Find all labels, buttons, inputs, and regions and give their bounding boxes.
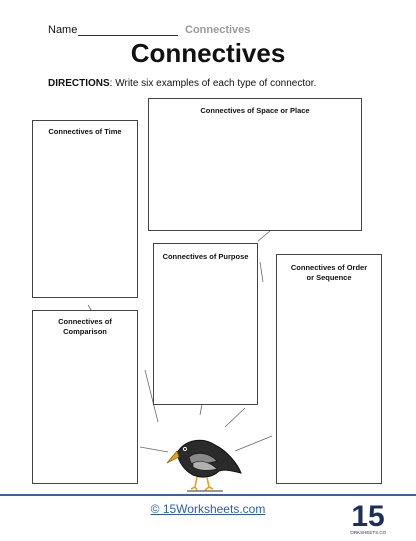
bird-illustration (163, 433, 245, 493)
logo-text: ORKSHEETS.CO (350, 530, 386, 535)
page-title: Connectives (130, 38, 286, 68)
connector-line-space (258, 231, 270, 241)
header-topic: Connectives (185, 24, 251, 36)
box-comparison-label: Connectives of Comparison (58, 317, 112, 336)
box-order[interactable] (276, 254, 382, 484)
box-order-label: Connectives of Order or Sequence (290, 263, 368, 282)
connector-ray-3 (225, 408, 245, 427)
box-purpose-label: Connectives of Purpose (162, 252, 249, 261)
connector-line-order (260, 262, 263, 282)
copyright-link[interactable]: © 15Worksheets.com (150, 502, 266, 516)
box-time[interactable] (32, 120, 138, 298)
box-purpose[interactable] (153, 243, 258, 405)
directions-text: : Write six examples of each type of connector. (109, 78, 317, 89)
box-comparison[interactable] (32, 310, 138, 484)
logo-icon (350, 498, 386, 536)
worksheets-logo (350, 498, 386, 536)
directions-label: DIRECTIONS (48, 78, 110, 89)
box-space[interactable] (148, 98, 362, 231)
name-label: Name (48, 24, 78, 36)
box-time-label: Connectives of Time (48, 127, 122, 136)
box-space-label: Connectives of Space or Place (200, 106, 310, 115)
logo-number: 15 (351, 500, 385, 533)
footer-rule (0, 494, 416, 496)
